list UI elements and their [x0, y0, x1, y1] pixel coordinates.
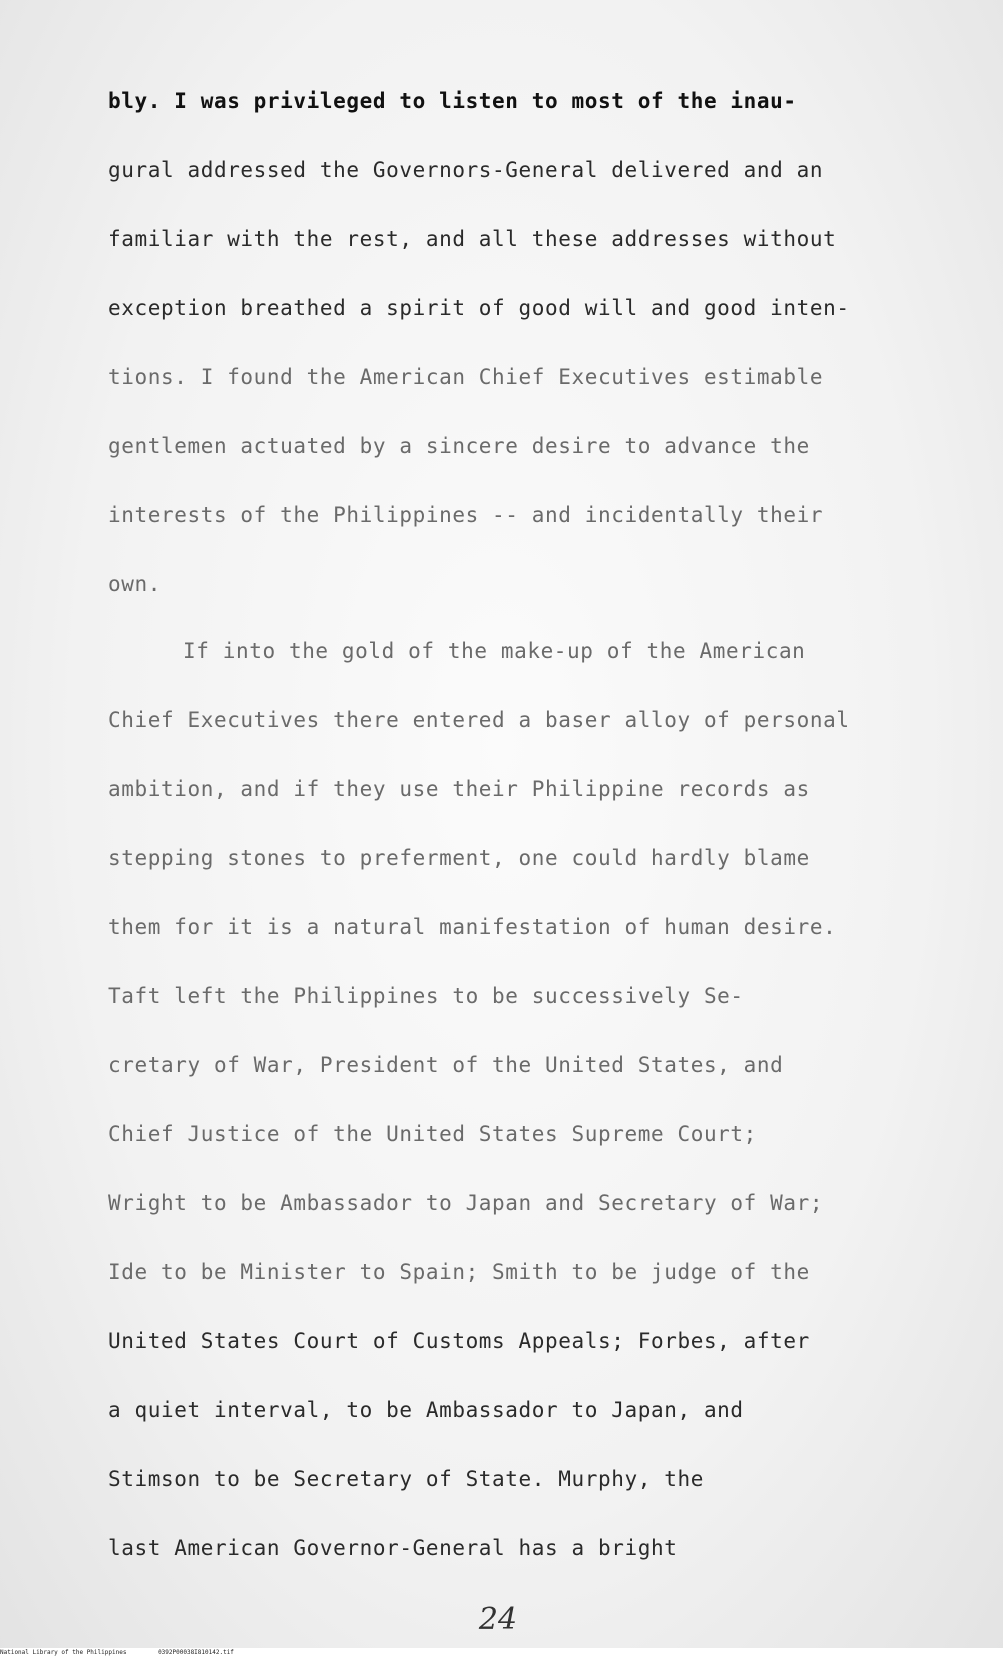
- footer-file: 0392P00038I810142.tif: [158, 1649, 234, 1656]
- text-line: Ide to be Minister to Spain; Smith to be judge of the: [108, 1260, 810, 1284]
- text-line: tions. I found the American Chief Executives estimable: [108, 365, 824, 389]
- paragraph-2: [108, 617, 948, 1583]
- text-line: United States Court of Customs Appeals; Forbes, after: [108, 1329, 810, 1353]
- text-line: Chief Justice of the United States Supreme Court;: [108, 1122, 757, 1146]
- text-line: a quiet interval, to be Ambassador to Japan, and: [108, 1398, 744, 1422]
- text-line: Stimson to be Secretary of State. Murphy, the: [108, 1467, 704, 1491]
- scan-footer: [0, 1648, 1003, 1658]
- paragraph-1: [108, 67, 948, 619]
- text-line: Chief Executives there entered a baser alloy of personal: [108, 708, 850, 732]
- text-line: stepping stones to preferment, one could hardly blame: [108, 846, 810, 870]
- text-line: Taft left the Philippines to be successively Se-: [108, 984, 744, 1008]
- text-line: ambition, and if they use their Philippine records as: [108, 777, 810, 801]
- footer-library: National Library of the Philippines: [0, 1649, 127, 1656]
- text-line: them for it is a natural manifestation of human desire.: [108, 915, 837, 939]
- text-line: last American Governor-General has a bright: [108, 1536, 678, 1560]
- text-line: own.: [108, 572, 161, 596]
- page-number: 24: [478, 1602, 518, 1637]
- text-line: bly. I was privileged to listen to most of the inau-: [108, 89, 797, 113]
- text-line: Wright to be Ambassador to Japan and Secretary of War;: [108, 1191, 824, 1215]
- text-line: familiar with the rest, and all these addresses without: [108, 227, 837, 251]
- text-line: cretary of War, President of the United States, and: [108, 1053, 784, 1077]
- text-line: gentlemen actuated by a sincere desire to advance the: [108, 434, 810, 458]
- text-line: If into the gold of the make-up of the American: [183, 639, 806, 663]
- text-line: gural addressed the Governors-General delivered and an: [108, 158, 824, 182]
- text-line: interests of the Philippines -- and incidentally their: [108, 503, 824, 527]
- text-line: exception breathed a spirit of good will and good inten-: [108, 296, 850, 320]
